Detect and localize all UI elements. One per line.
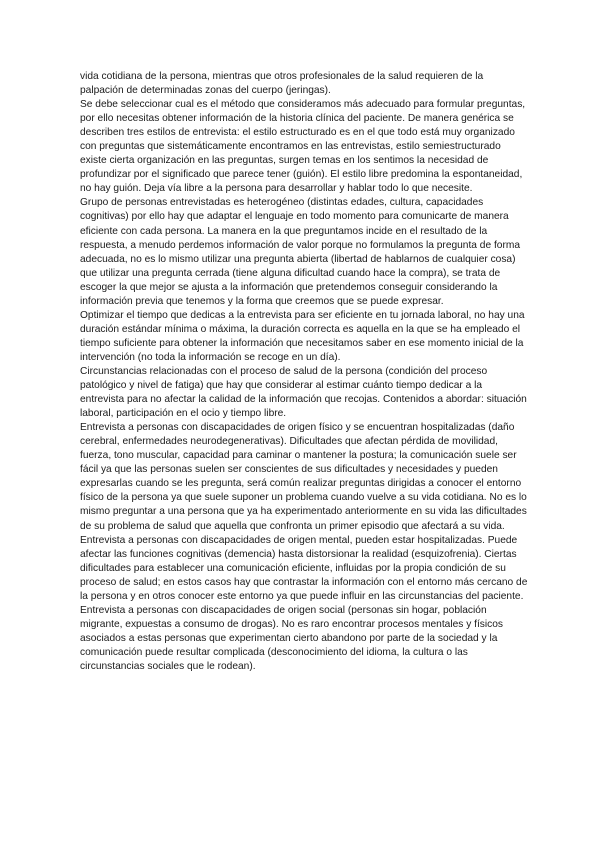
paragraph-health-circumstances: Circunstancias relacionadas con el proceso de salud de la persona (condición del proceso patológico y nivel de fatiga) que hay que considerar al estimar cuánto tiempo dedicar a la entrevista para no afectar la calidad de la información que recojas. Contenidos a abordar: situación laboral, participación en el ocio y tiempo libre. <box>80 365 527 420</box>
paragraph-heterogeneous-group: Grupo de personas entrevistadas es heterogéneo (distintas edades, cultura, capacidades cognitivas) por ello hay que adaptar el lenguaje en todo momento para comunicarte de manera eficiente con cada persona. La manera en la que preguntamos incide en el resultado de la respuesta, a menudo perdemos información de valor porque no formulamos la pregunta de forma adecuada, no es lo mismo utilizar una pregunta abierta (libertad de hablarnos de cualquier cosa) que utilizar una pregunta cerrada (tiene alguna dificultad cuando hace la compra), se trata de escoger la que mejor se ajusta a la información que pretendemos conseguir considerando la información previa que tenemos y la forma que creemos que se puede expresar. <box>80 197 521 307</box>
paragraph-social-disability: Entrevista a personas con discapacidades de origen social (personas sin hogar, población migrante, expuestas a consumo de drogas). No es raro encontrar procesos mentales y físicos asociados a estas personas que experimentan cierto abandono por parte de la sociedad y la comunicación puede resultar complicada (desconocimiento del idioma, la cultura o las circunstancias sociales que le rodean). <box>80 604 503 672</box>
paragraph-mental-disability: Entrevista a personas con discapacidades de origen mental, pueden estar hospitalizadas. Puede afectar las funciones cognitivas (demencia) hasta distorsionar la realidad (esquizofrenia). Ciertas dificultades para establecer una comunicación eficiente, influidas por la propia condición de su proceso de salud; en estos casos hay que contrastar la información con el entorno más cercano de la persona y en otros conocer este entorno ya que puede influir en las circunstancias del paciente. <box>80 534 528 602</box>
paragraph-palpation: vida cotidiana de la persona, mientras que otros profesionales de la salud requieren de la palpación de determinadas zonas del cuerpo (jeringas). <box>80 71 484 97</box>
paragraph-physical-disability: Entrevista a personas con discapacidades de origen físico y se encuentran hospitalizadas (daño cerebral, enfermedades neurodegenerativas). Dificultades que afectan pérdida de movilidad, fuerza, tono muscular, capacidad para caminar o mantener la postura; la comunicación suele ser fácil ya que las personas suelen ser conscientes de sus dificultades y necesidades y pueden expresarlas cuando se les pregunta, será común realizar preguntas dirigidas a conocer el entorno físico de la persona ya que suele suponer un problema cuando vuelve a su vida cotidiana. No es lo mismo preguntar a una persona que ya ha experimentado anteriormente en su vida las dificultades de su problema de salud que aquella que confronta un primer episodio que afectará a su vida. <box>80 422 527 532</box>
paragraph-optimize-time: Optimizar el tiempo que dedicas a la entrevista para ser eficiente en tu jornada laboral, no hay una duración estándar mínima o máxima, la duración correcta es aquella en la que se ha empleado el tiempo suficiente para obtener la información que necesitamos saber en ese momento inicial de la intervención (no toda la información se recoge en un día). <box>80 309 525 363</box>
document-body <box>80 70 528 674</box>
paragraph-interview-styles: Se debe seleccionar cual es el método que consideramos más adecuado para formular preguntas, por ello necesitas obtener información de la historia clínica del paciente. De manera genérica se describen tres estilos de entrevista: el estilo estructurado es en el que todo está muy organizado con preguntas que sistemáticamente encontramos en las entrevistas, estilo semiestructurado existe cierta organización en las preguntas, surgen temas en los sentimos la necesidad de profundizar por el significado que parece tener (guión). El estilo libre predomina la espontaneidad, no hay guión. Deja vía libre a la persona para desarrollar y hablar todo lo que necesite. <box>80 99 526 195</box>
